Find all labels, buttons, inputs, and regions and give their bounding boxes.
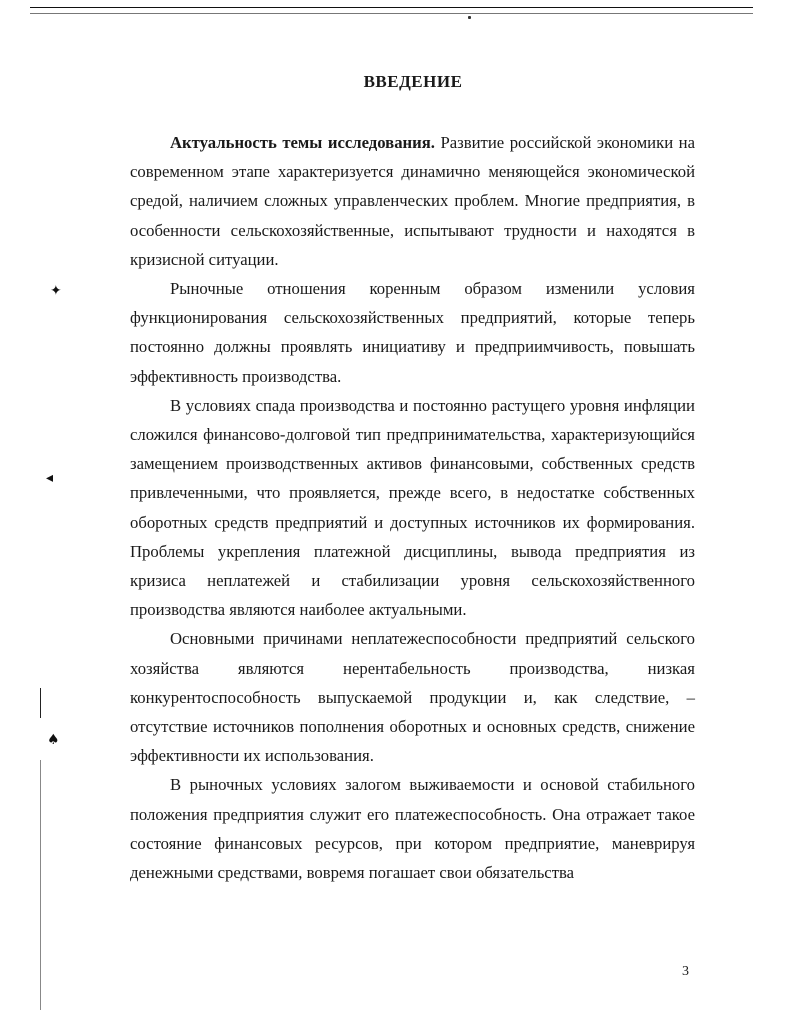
scan-mark-icon: ✦ bbox=[50, 283, 62, 299]
scan-margin-line bbox=[40, 760, 41, 1010]
scan-margin-line bbox=[40, 688, 41, 718]
paragraph-1 bbox=[130, 128, 695, 274]
scan-mark-icon: ◂ bbox=[46, 470, 54, 486]
scan-top-border bbox=[30, 7, 753, 8]
paragraph-4: Основными причинами неплатежеспособности предприятий сельского хозяйства являются нерентабельность производства, низкая конкурентоспособность выпускаемой продукции и, как следствие, – отсутствие источников пополнения оборотных и основных средств, снижение эффективности их использования. bbox=[130, 629, 695, 766]
paragraph-5: В рыночных условиях залогом выживаемости и основой стабильного положения предприятия служит его платежеспособность. Она отражает такое состояние финансовых ресурсов, при котором предприятие, маневрируя денежными средствами, вовремя погашает свои обязательства bbox=[130, 775, 695, 883]
scan-mark-icon: ♠ bbox=[47, 732, 60, 748]
scan-speck bbox=[468, 16, 471, 19]
scan-top-border-secondary bbox=[30, 13, 753, 14]
paragraph-text: Развитие российской экономики на современном этапе характеризуется динамично меняющейся экономической средой, наличием сложных управленческих проблем. Многие предприятия, в особенности сельскохозяйственные, испытывают трудности и находятся в кризисной ситуации. bbox=[130, 133, 695, 269]
page-title: ВВЕДЕНИЕ bbox=[363, 72, 463, 91]
paragraph-3: В условиях спада производства и постоянно растущего уровня инфляции сложился финансово-долговой тип предпринимательства, характеризующийся замещением производственных активов финансовыми, собственных средств привлеченными, что проявляется, прежде всего, в недостатке собственных оборотных средств предприятий и доступных источников их формирования. Проблемы укрепления платежной дисциплины, вывода предприятия из кризиса неплатежей и стабилизации уровня сельскохозяйственного производства являются наиболее актуальными. bbox=[130, 395, 695, 620]
paragraph-2: Рыночные отношения коренным образом изменили условия функционирования сельскохозяйственных предприятий, которые теперь постоянно должны проявлять инициативу и предприимчивость, повышать эффективность производства. bbox=[130, 279, 695, 386]
paragraph-lead: Актуальность темы исследования. bbox=[170, 133, 435, 152]
body-text bbox=[130, 128, 695, 887]
page-number: 3 bbox=[682, 964, 689, 979]
